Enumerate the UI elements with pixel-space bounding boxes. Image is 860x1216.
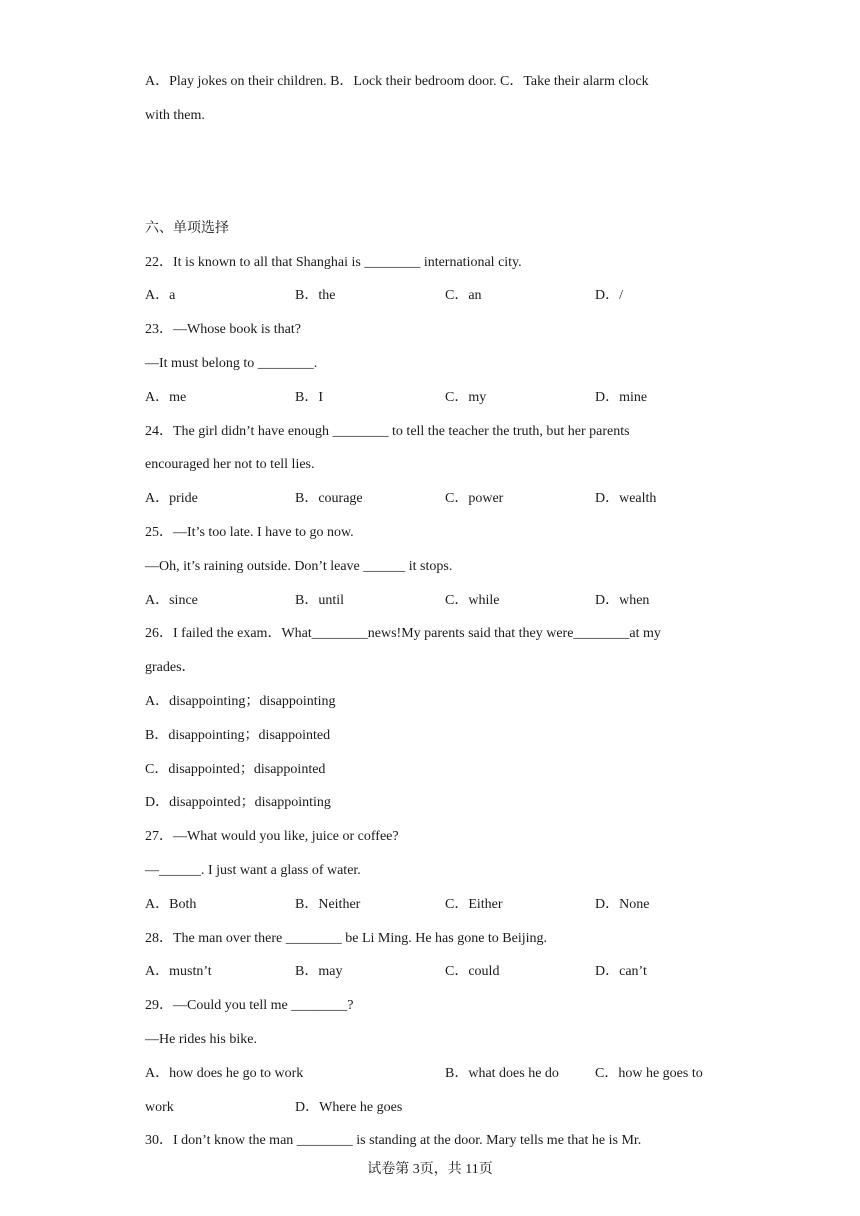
question-24-option-a: A．pride xyxy=(145,491,198,506)
question-29-stem-line2: —He rides his bike. xyxy=(145,1032,257,1047)
q21-options-line-continued: with them. xyxy=(145,108,205,123)
question-27-option-c: C．Either xyxy=(445,897,503,912)
question-26-stem: 26．I failed the exam．What________news!My parents said that they were________at my xyxy=(145,626,661,641)
page-footer: 试卷第 3页，共 11页 xyxy=(367,1162,493,1177)
question-27-stem-line2: —______. I just want a glass of water. xyxy=(145,863,361,878)
question-27-stem: 27．—What would you like, juice or coffee? xyxy=(145,829,399,844)
question-25-stem-line2: —Oh, it’s raining outside. Don’t leave ______ it stops. xyxy=(145,559,453,574)
question-23-stem-line2: —It must belong to ________. xyxy=(145,356,318,371)
question-26-option-c: C．disappointed；disappointed xyxy=(145,762,326,777)
question-29-option-b: B．what does he do xyxy=(445,1066,559,1081)
question-22-stem: 22．It is known to all that Shanghai is ________ international city. xyxy=(145,255,522,270)
question-29-option-c: C．how he goes to xyxy=(595,1066,703,1081)
question-28-option-d: D．can’t xyxy=(595,964,647,979)
question-22-option-b: B．the xyxy=(295,288,336,303)
question-23-option-c: C．my xyxy=(445,390,487,405)
question-29-option-d: D．Where he goes xyxy=(295,1100,403,1115)
section-title: 六、单项选择 xyxy=(145,220,229,236)
question-26-option-a: A．disappointing；disappointing xyxy=(145,694,336,709)
question-25-option-d: D．when xyxy=(595,593,650,608)
question-27-option-b: B．Neither xyxy=(295,897,361,912)
question-22-option-a: A．a xyxy=(145,288,176,303)
question-26-stem-line2: grades． xyxy=(145,660,196,675)
question-25-stem: 25．—It’s too late. I have to go now. xyxy=(145,525,354,540)
question-26-option-d: D．disappointed；disappointing xyxy=(145,795,331,810)
question-27-option-a: A．Both xyxy=(145,897,197,912)
question-30-stem: 30．I don’t know the man ________ is standing at the door. Mary tells me that he is Mr. xyxy=(145,1133,642,1148)
question-24-stem: 24．The girl didn’t have enough ________ to tell the teacher the truth, but her parents xyxy=(145,424,630,439)
q21-options-line: A．Play jokes on their children. B．Lock their bedroom door. C．Take their alarm clock xyxy=(145,74,649,89)
question-23-stem: 23．—Whose book is that? xyxy=(145,322,301,337)
question-25-option-b: B．until xyxy=(295,593,345,608)
question-29-option-c-continued: work xyxy=(145,1100,174,1115)
question-25-option-c: C．while xyxy=(445,593,500,608)
question-28-option-b: B．may xyxy=(295,964,343,979)
question-22-option-c: C．an xyxy=(445,288,482,303)
question-24-option-d: D．wealth xyxy=(595,491,657,506)
question-22-option-d: D．/ xyxy=(595,288,623,303)
question-28-option-a: A．mustn’t xyxy=(145,964,212,979)
question-23-option-b: B．I xyxy=(295,390,323,405)
question-25-option-a: A．since xyxy=(145,593,198,608)
question-28-stem: 28．The man over there ________ be Li Ming. He has gone to Beijing. xyxy=(145,931,548,946)
question-29-option-a: A．how does he go to work xyxy=(145,1066,304,1081)
question-24-option-c: C．power xyxy=(445,491,504,506)
question-24-stem-line2: encouraged her not to tell lies. xyxy=(145,457,315,472)
question-27-option-d: D．None xyxy=(595,897,650,912)
question-24-option-b: B．courage xyxy=(295,491,363,506)
question-29-stem: 29．—Could you tell me ________? xyxy=(145,998,354,1013)
question-23-option-d: D．mine xyxy=(595,390,648,405)
question-26-option-b: B．disappointing；disappointed xyxy=(145,728,331,743)
question-23-option-a: A．me xyxy=(145,390,187,405)
question-28-option-c: C．could xyxy=(445,964,500,979)
